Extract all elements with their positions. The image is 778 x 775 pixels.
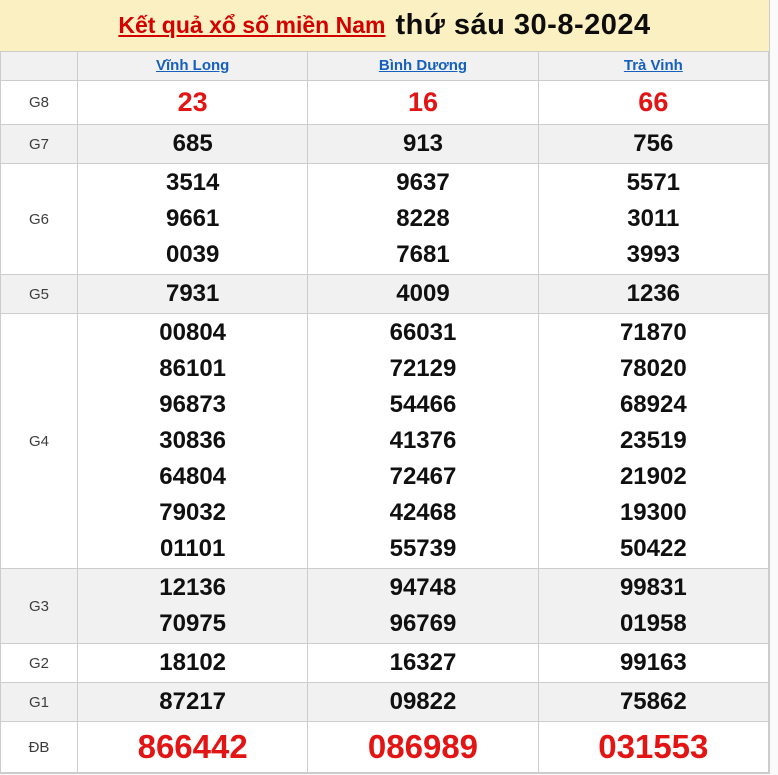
prize-number: 866442 [137, 728, 248, 765]
prize-number: 41376 [389, 427, 457, 454]
prize-number: 9661 [165, 205, 220, 232]
prize-number: 94748 [389, 574, 457, 601]
column-header-tra-vinh [538, 52, 768, 81]
prize-row-g3 [1, 569, 769, 644]
prize-numbers-cell [78, 125, 308, 164]
prize-numbers-cell [538, 125, 768, 164]
prize-number: 8228 [396, 205, 450, 232]
prize-number: 66031 [389, 319, 457, 346]
prize-number: 54466 [389, 391, 457, 418]
prize-numbers-cell [538, 722, 768, 773]
prize-number: 30836 [159, 427, 227, 454]
prize-numbers-cell [538, 314, 768, 569]
prize-number: 21902 [619, 463, 687, 490]
prize-numbers-cell [538, 275, 768, 314]
column-header-binh-duong [308, 52, 538, 81]
prize-numbers-cell [78, 683, 308, 722]
prize-numbers-cell [78, 81, 308, 125]
prize-number: 16 [407, 87, 439, 117]
prize-numbers-cell [538, 569, 768, 644]
prize-label: G5 [1, 275, 78, 314]
prize-row-g2 [1, 644, 769, 683]
prize-label: G6 [1, 164, 78, 275]
prize-number: 3011 [627, 205, 680, 232]
prize-row-g5 [1, 275, 769, 314]
region-result-link[interactable]: Kết quả xổ số miền Nam [118, 12, 386, 38]
prize-numbers-cell [308, 314, 538, 569]
prize-label: G1 [1, 683, 78, 722]
column-header-vinh-long [78, 52, 308, 81]
prize-numbers-cell [78, 164, 308, 275]
results-table-body [1, 81, 769, 773]
prize-row-g1 [1, 683, 769, 722]
prize-label: G2 [1, 644, 78, 683]
prize-numbers-cell [538, 81, 768, 125]
prize-number: 71870 [619, 319, 687, 346]
prize-row-g8 [1, 81, 769, 125]
prize-numbers-cell [78, 644, 308, 683]
prize-number: 01958 [619, 610, 687, 637]
prize-number: 913 [402, 130, 444, 157]
prize-number: 23519 [619, 427, 687, 454]
prize-number: 86101 [159, 355, 227, 382]
prize-numbers-cell [78, 569, 308, 644]
prize-number: 7931 [165, 280, 220, 307]
prize-number: 12136 [159, 574, 227, 601]
prize-number: 031553 [598, 728, 709, 765]
prize-number: 99163 [619, 649, 687, 676]
prize-number: 96873 [159, 391, 227, 418]
prize-numbers-cell [538, 683, 768, 722]
prize-number: 9637 [396, 169, 450, 196]
draw-date-text: thứ sáu 30-8-2024 [395, 9, 651, 41]
prize-number: 5571 [626, 169, 681, 196]
prize-label: G4 [1, 314, 78, 569]
province-link-tra-vinh[interactable]: Trà Vinh [623, 57, 683, 74]
prize-row-g7 [1, 125, 769, 164]
prize-number: 99831 [619, 574, 687, 601]
prize-numbers-cell [308, 164, 538, 275]
prize-label: G7 [1, 125, 78, 164]
prize-numbers-cell [308, 125, 538, 164]
prize-numbers-cell [538, 644, 768, 683]
prize-number: 42468 [389, 499, 457, 526]
prize-number: 66 [638, 87, 669, 117]
prize-row-đb [1, 722, 769, 773]
prize-number: 64804 [159, 463, 227, 490]
prize-number: 19300 [619, 499, 687, 526]
province-header-row [1, 52, 769, 81]
prize-numbers-cell [78, 722, 308, 773]
prize-numbers-cell [308, 722, 538, 773]
prize-label: ĐB [1, 722, 78, 773]
prize-number: 3993 [626, 241, 681, 268]
prize-number: 3514 [165, 169, 220, 196]
prize-number: 1236 [626, 280, 681, 307]
prize-numbers-cell [78, 314, 308, 569]
province-link-vinh-long[interactable]: Vĩnh Long [156, 57, 230, 74]
prize-label: G8 [1, 81, 78, 125]
prize-number: 18102 [159, 649, 227, 676]
prize-numbers-cell [308, 569, 538, 644]
prize-label: G3 [1, 569, 78, 644]
prize-number: 756 [633, 130, 674, 157]
prize-number: 086989 [367, 728, 479, 765]
prize-number: 55739 [389, 535, 457, 562]
prize-numbers-cell [308, 275, 538, 314]
prize-label-header-cell [1, 52, 78, 81]
prize-number: 685 [172, 130, 213, 157]
prize-number: 16327 [389, 649, 457, 676]
prize-number: 72129 [389, 355, 457, 382]
prize-numbers-cell [308, 683, 538, 722]
prize-row-g4 [1, 314, 769, 569]
prize-numbers-cell [78, 275, 308, 314]
prize-row-g6 [1, 164, 769, 275]
prize-number: 72467 [389, 463, 457, 490]
province-link-binh-duong[interactable]: Bình Dương [378, 57, 468, 74]
prize-number: 09822 [389, 688, 457, 715]
prize-number: 87217 [159, 688, 227, 715]
prize-number: 4009 [396, 280, 450, 307]
prize-number: 70975 [159, 610, 227, 637]
prize-number: 7681 [396, 241, 450, 268]
results-table-header [1, 52, 769, 81]
prize-number: 01101 [159, 535, 226, 562]
results-table [0, 51, 769, 773]
prize-numbers-cell [538, 164, 768, 275]
prize-numbers-cell [308, 644, 538, 683]
page-title [0, 0, 769, 51]
prize-numbers-cell [308, 81, 538, 125]
prize-number: 79032 [159, 499, 227, 526]
prize-number: 23 [177, 87, 208, 117]
prize-number: 00804 [159, 319, 227, 346]
prize-number: 96769 [389, 610, 457, 637]
prize-number: 75862 [619, 688, 687, 715]
prize-number: 78020 [619, 355, 687, 382]
prize-number: 0039 [165, 241, 220, 268]
prize-number: 50422 [619, 535, 687, 562]
prize-number: 68924 [619, 391, 687, 418]
